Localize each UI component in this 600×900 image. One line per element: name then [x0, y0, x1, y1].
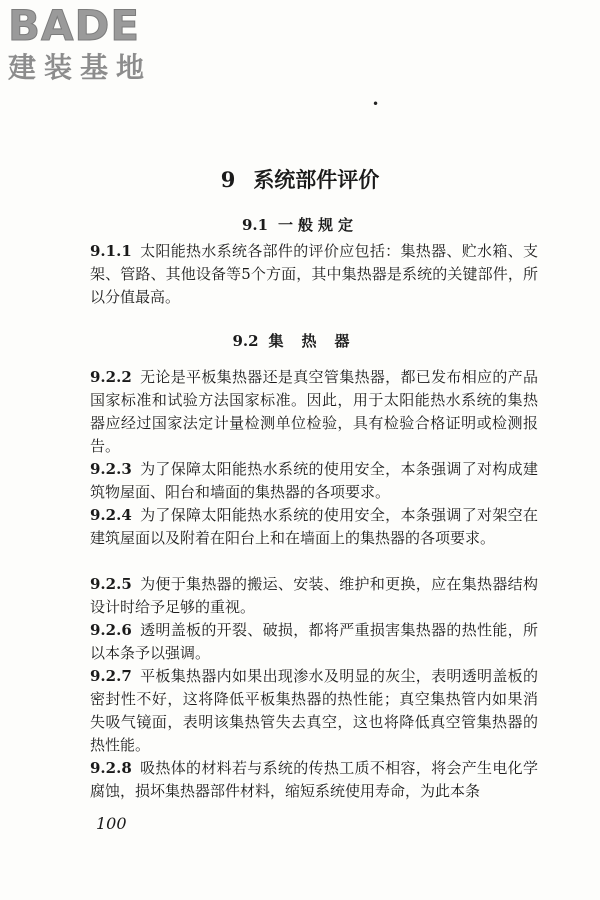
section-heading-9-2: [0, 330, 600, 352]
section-title-text: 集热器: [268, 332, 368, 350]
clause-number: 9.1.1: [90, 242, 132, 260]
section-heading-9-1: [0, 214, 600, 236]
clause-number: 9.2.3: [90, 460, 132, 478]
clause-text: 无论是平板集热器还是真空管集热器，都已发布相应的产品国家标准和试验方法国家标准。因此，用于太阳能热水系统的集热器应经过国家法定计量检测单位检验，具有检验合格证明或检测报告。: [90, 368, 538, 455]
section-number: 9.2: [232, 332, 259, 350]
page-number: 100: [96, 814, 127, 833]
clause-9-1-1: [90, 240, 538, 309]
clause-9-2-3: [90, 458, 538, 504]
clause-9-2-8: [90, 757, 538, 803]
clause-text: 平板集热器内如果出现渗水及明显的灰尘，表明透明盖板的密封性不好，这将降低平板集热器的热性能；真空集热管内如果消失吸气镜面，表明该集热管失去真空，这也将降低真空管集热器的热性能。: [90, 667, 538, 754]
clause-number: 9.2.7: [90, 667, 132, 685]
clause-number: 9.2.4: [90, 506, 132, 524]
section-number: 9.1: [241, 216, 269, 234]
chapter-title-text: 系统部件评价: [253, 167, 380, 192]
clause-9-2-5: [90, 573, 538, 619]
clause-number: 9.2.2: [90, 368, 132, 386]
logo-subtitle: 建装基地: [8, 51, 153, 84]
clause-text: 为便于集热器的搬运、安装、维护和更换，应在集热器结构设计时给予足够的重视。: [90, 575, 538, 616]
bade-logo: [8, 1, 178, 84]
chapter-title: [0, 166, 600, 194]
clause-9-2-4: [90, 504, 538, 550]
clause-number: 9.2.5: [90, 575, 132, 593]
decorative-dot: •: [372, 97, 380, 111]
clause-number: 9.2.8: [90, 759, 132, 777]
clause-text: 太阳能热水系统各部件的评价应包括：集热器、贮水箱、支架、管路、其他设备等5个方面，其中集热器是系统的关键部件，所以分值最高。: [90, 242, 538, 306]
clause-text: 透明盖板的开裂、破损，都将严重损害集热器的热性能，所以本条予以强调。: [90, 621, 538, 662]
clause-number: 9.2.6: [90, 621, 132, 639]
clause-text: 吸热体的材料若与系统的传热工质不相容，将会产生电化学腐蚀，损坏集热器部件材料，缩短系统使用寿命，为此本条: [90, 759, 538, 800]
clause-text: 为了保障太阳能热水系统的使用安全，本条强调了对架空在建筑屋面以及附着在阳台上和在墙面上的集热器的各项要求。: [90, 506, 538, 547]
logo-wordmark: BADE: [8, 1, 141, 50]
chapter-number: 9: [220, 167, 236, 192]
clause-9-2-2: [90, 366, 538, 458]
clause-9-2-7: [90, 665, 538, 757]
clause-9-2-6: [90, 619, 538, 665]
section-title-text: 一般规定: [278, 216, 359, 234]
clause-text: 为了保障太阳能热水系统的使用安全，本条强调了对构成建筑物屋面、阳台和墙面的集热器的各项要求。: [90, 460, 538, 501]
